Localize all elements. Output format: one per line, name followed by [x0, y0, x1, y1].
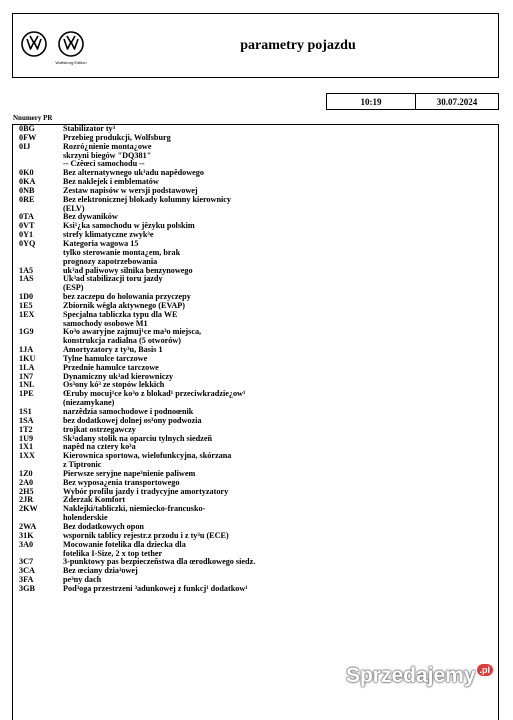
pr-code: 3GB	[19, 583, 35, 593]
pr-description: pe³ny dach	[63, 575, 102, 585]
pr-description: Bez dodatkowych opon	[63, 521, 144, 531]
pr-description: Wybór profilu jazdy i tradycyjne amortyzatory	[63, 486, 229, 496]
pr-description: Bez œciany dzia³owej	[63, 566, 138, 576]
pr-code: 2A0	[19, 477, 34, 487]
pr-description: Kategoria wagowa 15 tylko sterowanie monta¿em, brak prognozy zapotrzebowania	[63, 238, 181, 266]
pr-description: Sk³adany stolik na oparciu tylnych siedzeñ	[63, 433, 213, 443]
pr-description: Œruby mocuj¹ce ko³o z blokad¹ przeciwkradzie¿ow¹ (niezamykane)	[63, 389, 246, 408]
pr-description: Specjalna tabliczka typu dla WE samochody osobowe M1	[63, 309, 178, 328]
pr-code: 1JA	[19, 345, 34, 355]
pr-row	[13, 585, 498, 594]
pr-row	[13, 240, 498, 267]
pr-row	[13, 275, 498, 293]
pr-code: 2H5	[19, 486, 34, 496]
pr-code: 0Y1	[19, 230, 34, 240]
pr-code: 0RE	[19, 194, 35, 204]
pr-code: 0BG	[19, 124, 35, 133]
pr-description: Bez dywaników	[63, 212, 118, 222]
pr-code: 3FA	[19, 575, 34, 585]
pr-code: 1A5	[19, 265, 34, 275]
pr-row	[13, 505, 498, 523]
pr-code: 0KA	[19, 177, 36, 187]
pr-code: 1LA	[19, 362, 35, 372]
section-title: Nnumery PR	[13, 114, 53, 122]
pr-row	[13, 390, 498, 408]
pr-description: Os³ony kó³ ze stopów lekkich	[63, 380, 165, 390]
pr-code: 2JR	[19, 495, 34, 505]
pr-code: 3CA	[19, 566, 35, 576]
pr-code: 31K	[19, 530, 34, 540]
pr-row	[13, 452, 498, 470]
pr-row	[13, 143, 498, 170]
pr-description: Naklejki/tabliczki, niemiecko-francusko- holenderskie	[63, 504, 206, 523]
pr-rows	[13, 125, 498, 594]
pr-description: Zestaw napisów w wersji podstawowej	[63, 185, 198, 195]
pr-description: narzêdzia samochodowe i podnoœnik	[63, 407, 194, 416]
pr-row	[13, 196, 498, 214]
watermark-text: Sprzedajemy	[345, 664, 476, 687]
pr-code: 1KU	[19, 353, 36, 363]
pr-description: wspornik tablicy rejestr.z przodu i z ty³u (ECE)	[63, 530, 229, 540]
pr-code: 1XX	[19, 451, 35, 461]
pr-code: 1D0	[19, 292, 34, 302]
brand-text: Wolfsburg Edition	[55, 60, 87, 65]
vw-logo-icon	[58, 31, 84, 57]
datetime-box	[326, 93, 499, 110]
pr-row	[13, 311, 498, 329]
pr-description: Tylne hamulce tarczowe	[63, 353, 148, 363]
pr-code: 0TA	[19, 212, 34, 222]
watermark-badge: .pl	[477, 664, 494, 676]
pr-code: 2KW	[19, 504, 38, 514]
pr-code: 1X1	[19, 442, 34, 452]
pr-code: 0K0	[19, 168, 34, 178]
pr-description: uk³ad paliwowy silnika benzynowego	[63, 265, 193, 275]
pr-description: Kierownica sportowa, wielofunkcyjna, skórzana z Tiptronic	[63, 451, 232, 470]
pr-description: Stabilizator ty³	[63, 124, 116, 133]
pr-description: Przebieg produkcji, Wolfsburg	[63, 132, 171, 142]
pr-description: Dynamiczny uk³ad kierowniczy	[63, 371, 174, 381]
pr-code: 1U9	[19, 433, 34, 443]
pr-description: Przednie hamulce tarczowe	[63, 362, 159, 372]
pr-description: bez zaczepu do holowania przyczepy	[63, 292, 191, 302]
pr-code: 1NL	[19, 380, 35, 390]
pr-code: 1EX	[19, 309, 35, 319]
pr-code: 2WA	[19, 521, 37, 531]
pr-description: Pierwsze seryjne nape³nienie paliwem	[63, 468, 196, 478]
pr-row	[13, 328, 498, 346]
pr-description: Pod³oga przestrzeni ³adunkowej z funkcj¹ dodatkow¹	[63, 583, 248, 593]
pr-code: 1G9	[19, 327, 34, 337]
pr-code: 1N7	[19, 371, 34, 381]
pr-code: 1S1	[19, 407, 32, 416]
pr-description: Bez wyposa¿enia transportowego	[63, 477, 180, 487]
pr-description: 3-punktowy pas bezpieczeñstwa dla œrodkowego siedz.	[63, 557, 256, 567]
pr-row	[13, 541, 498, 559]
pr-code: 0NB	[19, 185, 35, 195]
vw-logo-icon	[21, 31, 47, 57]
pr-code: 1PE	[19, 389, 34, 399]
pr-description: napêd na cztery ko³a	[63, 442, 136, 452]
pr-description: strefy klimatyczne zwyk³e	[63, 230, 154, 240]
header-box	[12, 13, 499, 78]
pr-description: Zbiornik wêgla aktywnego (EVAP)	[63, 300, 185, 310]
pr-code: 0FW	[19, 132, 37, 142]
pr-code: 1Z0	[19, 468, 33, 478]
pr-description: Ko³o awaryjne zajmuj¹ce ma³o miejsca, konstrukcja radialna (5 otworów)	[63, 327, 202, 346]
pr-code: 3A0	[19, 539, 34, 549]
pr-description: trojkat ostrzegawczy	[63, 424, 136, 434]
pr-code: 0VT	[19, 221, 35, 231]
pr-code: 1T2	[19, 424, 33, 434]
pr-description: Amortyzatory z ty³u, Basis 1	[63, 345, 163, 355]
pr-description: Rozró¿nienie monta¿owe skrzyni biegów "DQ381" -- Czêœci samochodu --	[63, 141, 152, 169]
pr-description: Mocowanie fotelika dla dziecka dla fotelika I-Size, 2 x top tether	[63, 539, 186, 558]
pr-code: 0IJ	[19, 141, 31, 151]
pr-code: 1AS	[19, 274, 34, 284]
pr-description: Ksi¹¿ka samochodu w jêzyku polskim	[63, 221, 195, 231]
pr-description: Bez naklejek i emblematów	[63, 177, 159, 187]
pr-code: 1E5	[19, 300, 33, 310]
pr-code: 3C7	[19, 557, 34, 567]
pr-description: Zderzak Komfort	[63, 495, 126, 505]
pr-code: 1SA	[19, 415, 34, 425]
date-value: 30.07.2024	[436, 97, 478, 107]
pr-description: Uk³ad stabilizacji toru jazdy (ESP)	[63, 274, 163, 293]
pr-list	[12, 124, 499, 720]
page-title: parametry pojazdu	[240, 38, 356, 53]
pr-code: 0YQ	[19, 238, 36, 248]
watermark	[346, 664, 493, 688]
pr-description: bez dodatkowej dolnej os³ony podwozia	[63, 415, 202, 425]
pr-description: Bez elektronicznej blokady kolumny kierownicy (ELV)	[63, 194, 231, 213]
pr-description: Bez alternatywnego uk³adu napêdowego	[63, 168, 204, 178]
time-value: 10:19	[360, 97, 382, 107]
